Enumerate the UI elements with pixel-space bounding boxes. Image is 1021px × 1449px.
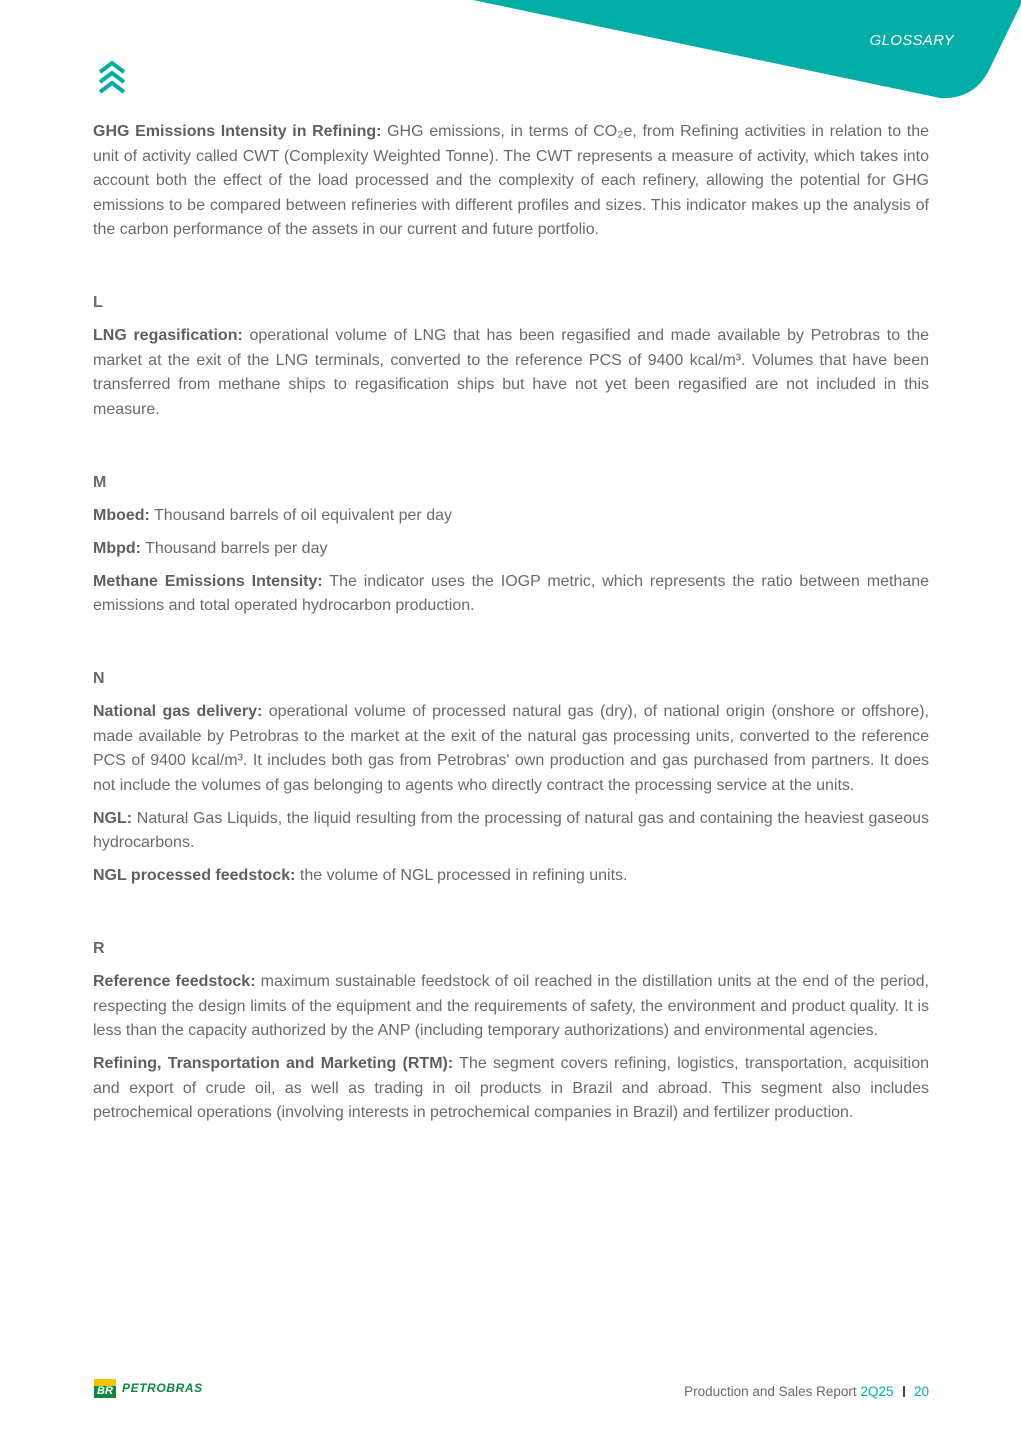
logo-wordmark: PETROBRAS [122, 1381, 203, 1395]
entry-term: LNG regasification: [93, 327, 243, 344]
glossary-entry-mboed [93, 504, 929, 529]
petrobras-logo [94, 1378, 203, 1398]
glossary-entry-reference-feedstock [93, 970, 929, 1044]
entry-definition: Thousand barrels of oil equivalent per day [149, 506, 452, 524]
entry-term: National gas delivery: [93, 703, 263, 720]
entry-term: Mboed: [93, 506, 150, 524]
glossary-entry-mbpd [93, 537, 929, 562]
report-period: 2Q25 [860, 1384, 894, 1399]
chevron-up-double-icon [97, 60, 127, 96]
entry-definition: operational volume of LNG that has been regasified and made available by Petrobras to the market at the exit of the LNG terminals, converted to the reference PCS of 9400 kcal/m³. Volumes that have been transferred from methane ships to regasification ships but have not yet been regasified are not included in this measure. [93, 327, 930, 418]
entry-term: NGL: [93, 809, 133, 827]
entry-term: Mbpd: [93, 539, 141, 557]
glossary-entry-rtm [93, 1052, 929, 1126]
glossary-entry-lng-regasification [93, 324, 929, 422]
logo-badge-text: BR [97, 1385, 113, 1397]
entry-definition: maximum sustainable feedstock of oil reached in the distillation units at the end of the period, respecting the design limits of the equipment and the requirements of safety, the environment and product quality. It is less than the capacity authorized by the ANP (including temporary authorizations) and environmental agencies. [93, 973, 930, 1039]
entry-definition: operational volume of processed natural gas (dry), of national origin (onshore or offshore), made available by Petrobras to the market at the exit of the natural gas processing units, converted to the reference PCS of 9400 kcal/m³. It includes both gas from Petrobras' own production and gas purchased from partners. It does not include the volumes of gas belonging to agents who directly contract the processing service at the units. [93, 703, 930, 794]
entry-term: Methane Emissions Intensity: [93, 572, 323, 590]
glossary-entry-methane-intensity [93, 570, 929, 619]
glossary-content [93, 120, 929, 1134]
entry-definition: GHG emissions, in terms of CO₂e, from Refining activities in relation to the unit of activity called CWT (Complexity Weighted Tonne). The CWT represents a measure of activity, which takes into account both the effect of the load processed and the complexity of each refinery, allowing the potential for GHG emissions to be compared between refineries with different profiles and sizes. This indicator makes up the analysis of the carbon performance of the assets in our current and future portfolio. [93, 123, 929, 238]
entry-term: Reference feedstock: [93, 973, 256, 990]
glossary-entry-national-gas [93, 700, 929, 798]
entry-term: Refining, Transportation and Marketing (RTM): [93, 1055, 454, 1072]
br-badge-icon [94, 1379, 116, 1398]
section-letter-l: L [93, 294, 103, 311]
entry-definition: Natural Gas Liquids, the liquid resulting from the processing of natural gas and containing the heaviest gaseous hydrocarbons. [93, 809, 929, 851]
footer-divider [903, 1386, 905, 1397]
report-title: Production and Sales Report [684, 1384, 857, 1399]
section-letter-r: R [93, 940, 105, 957]
header-banner [0, 0, 1021, 110]
page-footer [684, 1384, 929, 1399]
page-number: 20 [913, 1384, 929, 1399]
section-label: GLOSSARY [869, 32, 954, 49]
entry-term: NGL processed feedstock: [93, 867, 296, 884]
entry-definition: The indicator uses the IOGP metric, which represents the ratio between methane emissions and total operated hydrocarbon production. [93, 572, 929, 614]
section-letter-m: M [93, 473, 107, 491]
glossary-entry-ngl [93, 807, 929, 856]
entry-definition: the volume of NGL processed in refining units. [295, 867, 628, 884]
entry-definition: Thousand barrels per day [140, 539, 328, 557]
entry-definition: The segment covers refining, logistics, transportation, acquisition and export of crude oil, as well as trading in oil products in Brazil and abroad. This segment also includes petrochemical operations (involving interests in petrochemical companies in Brazil) and fertilizer production. [93, 1055, 930, 1121]
entry-term: GHG Emissions Intensity in Refining: [93, 123, 382, 140]
glossary-entry-ghg-intensity [93, 120, 929, 243]
section-letter-n: N [93, 670, 105, 687]
glossary-entry-ngl-feedstock [93, 864, 929, 889]
